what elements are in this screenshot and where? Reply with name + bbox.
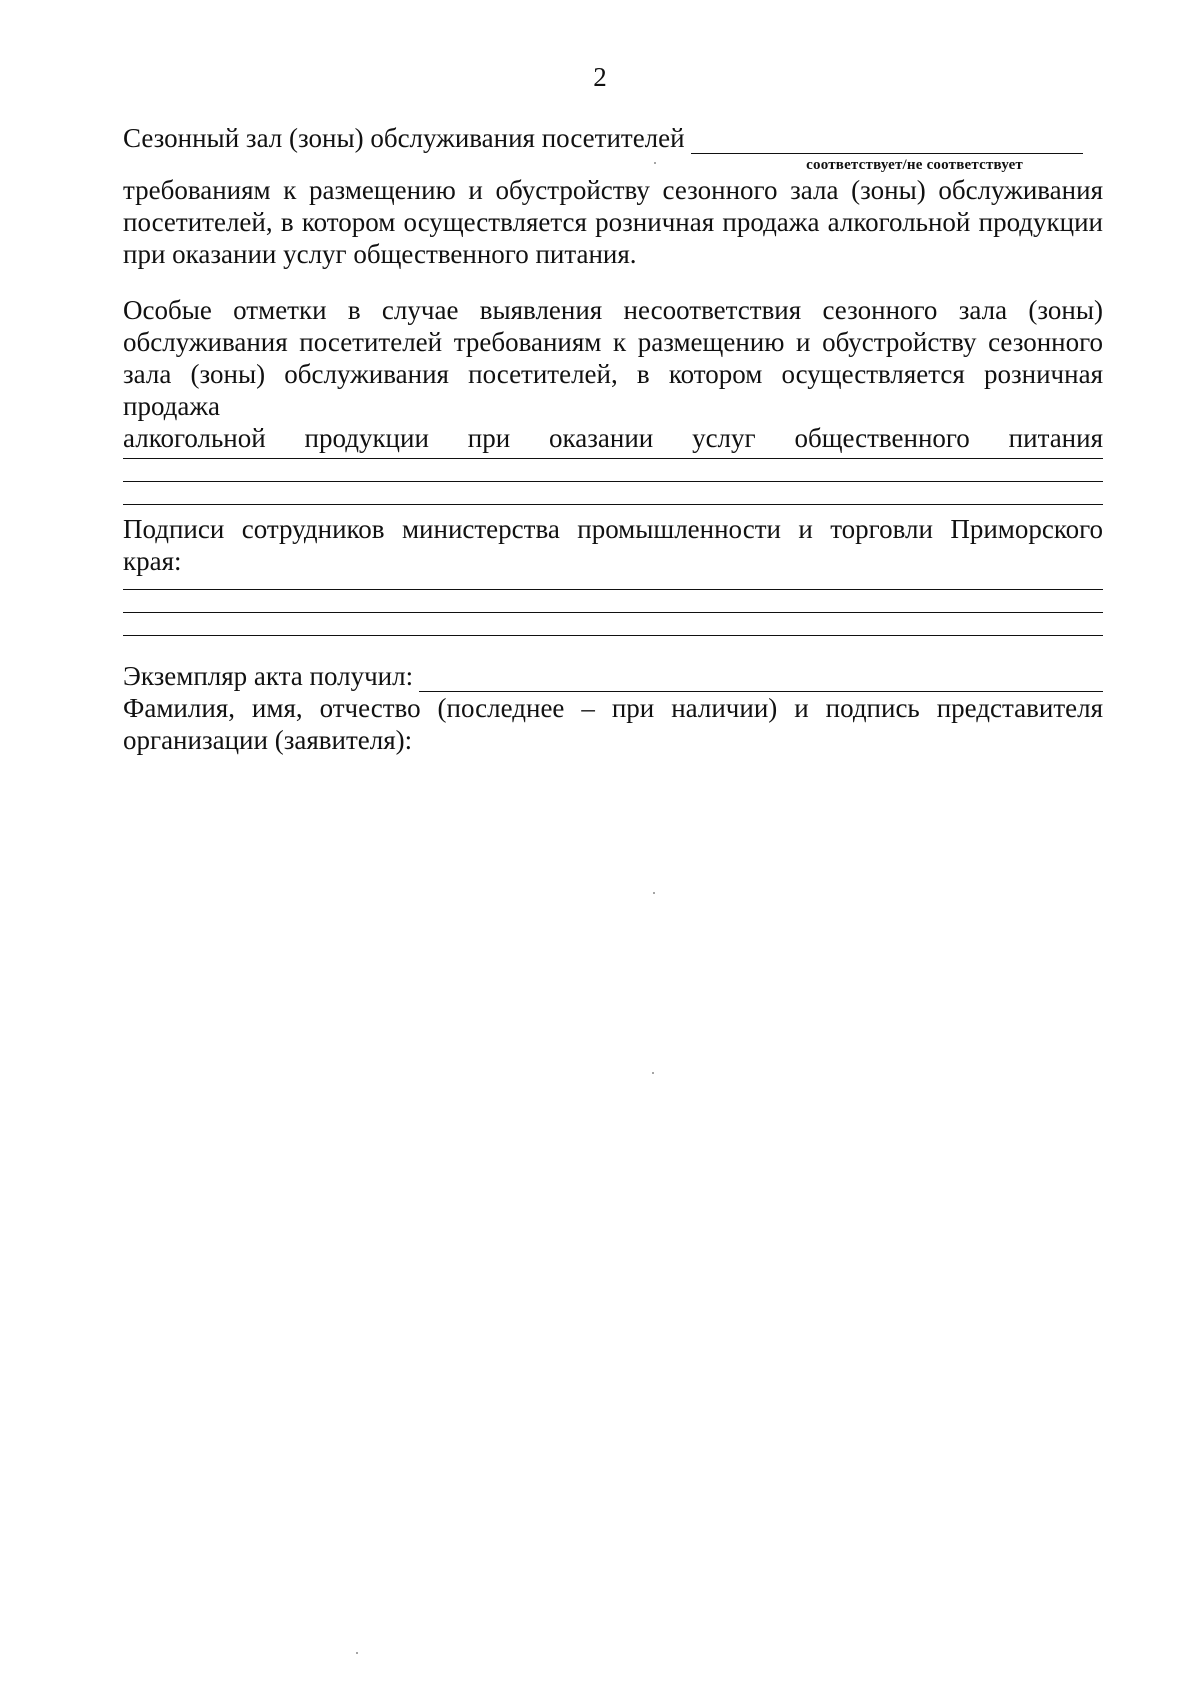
special-notes-last-line: алкогольной продукции при оказании услуг общественного питания: [123, 423, 1103, 453]
scan-speck: [652, 1072, 654, 1074]
scan-speck: [654, 162, 656, 164]
scan-speck: [356, 1652, 358, 1654]
act-received-row: [123, 660, 1103, 692]
page-number: 2: [593, 62, 607, 92]
special-notes-blank-line-2[interactable]: [123, 459, 1103, 482]
compliance-blank-field[interactable]: [691, 127, 1083, 154]
seasonal-hall-lead-text: Сезонный зал (зоны) обслуживания посетителей: [123, 123, 685, 153]
compliance-hint-text: соответствует/не соответствует: [806, 157, 1023, 173]
signature-blank-line-3[interactable]: [123, 613, 1103, 636]
signature-blank-line-2[interactable]: [123, 590, 1103, 613]
special-notes-paragraph: Особые отметки в случае выявления несоответствия сезонного зала (зоны) обслуживания посетителей требованиям к размещению и обустройству сезонного зала (зоны) обслуживания посетителей, в котором осуществляется розничная продажа: [123, 295, 1103, 421]
requirements-paragraph: требованиям к размещению и обустройству сезонного зала (зоны) обслуживания посетителей, в котором осуществляется розничная продажа алкогольной продукции при оказании услуг общественного питания.: [123, 175, 1103, 269]
signature-blank-line-1[interactable]: [123, 577, 1103, 590]
document-body: [123, 122, 1103, 756]
signatures-paragraph: Подписи сотрудников министерства промышленности и торговли Приморского края:: [123, 514, 1103, 576]
scan-speck: [653, 892, 655, 894]
act-received-blank-field[interactable]: [419, 665, 1103, 692]
representative-name-paragraph: Фамилия, имя, отчество (последнее – при наличии) и подпись представителя организации (заявителя):: [123, 693, 1103, 755]
special-notes-blank-line-3[interactable]: [123, 482, 1103, 505]
seasonal-hall-statement-row: [123, 122, 1103, 154]
act-received-label: Экземпляр акта получил:: [123, 661, 414, 691]
